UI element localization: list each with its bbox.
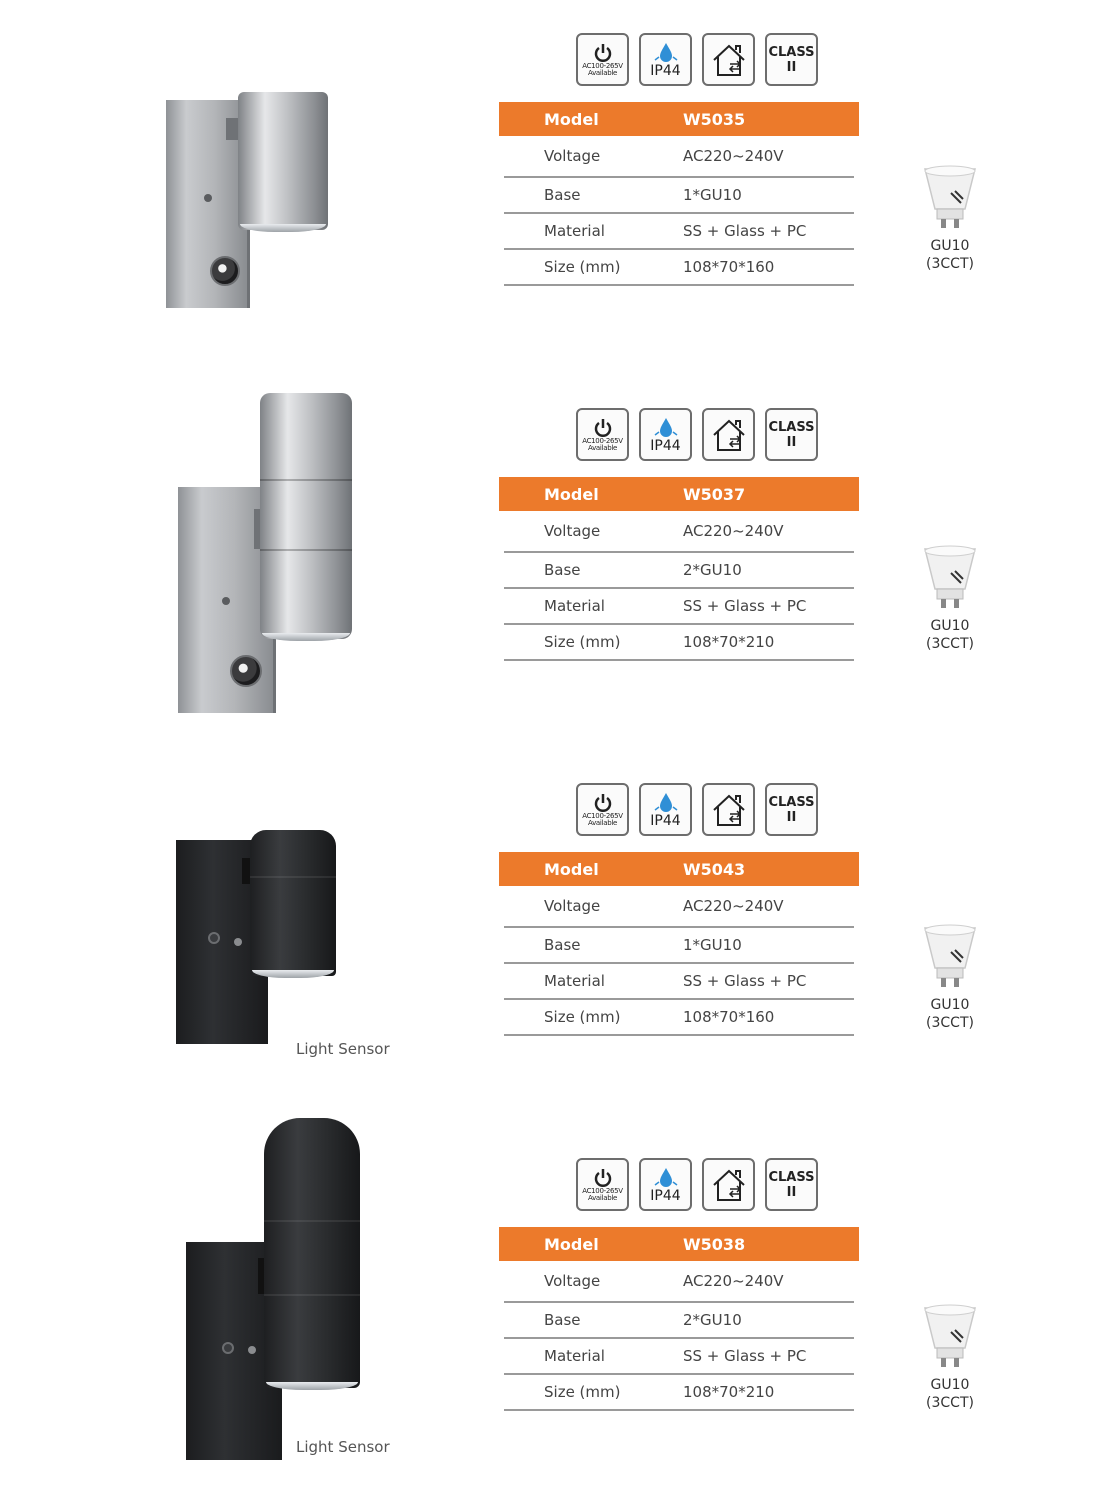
feature-icons [576, 1158, 818, 1211]
spec-label: Base [544, 1311, 581, 1329]
bulb-cct: (3CCT) [926, 1015, 974, 1031]
spec-table [499, 1227, 859, 1411]
spec-value: 108*70*210 [683, 1383, 775, 1401]
spec-row-size [504, 250, 854, 286]
lamp-image [178, 393, 358, 715]
model-label: Model [544, 484, 599, 504]
spec-row-material [504, 589, 854, 625]
spec-header [499, 1227, 859, 1261]
spec-header [499, 102, 859, 136]
water-drop-icon [653, 42, 679, 64]
spec-value: SS + Glass + PC [683, 597, 807, 615]
voltage-range: AC100-265V [582, 436, 623, 445]
tube-band [250, 876, 336, 878]
spec-row-voltage [504, 136, 854, 178]
lamp-tube [238, 92, 328, 230]
sensor-label: Light Sensor [296, 1040, 390, 1058]
ip-badge [639, 408, 692, 461]
voltage-range: AC100-265V [582, 61, 623, 70]
screw [222, 597, 230, 605]
spec-value: SS + Glass + PC [683, 972, 807, 990]
voltage-available: Available [588, 68, 617, 77]
spec-label: Material [544, 1347, 605, 1365]
bulb [920, 924, 980, 1032]
spec-row-base [504, 928, 854, 964]
spec-value: 108*70*160 [683, 258, 775, 276]
spec-label: Voltage [544, 897, 601, 915]
water-drop-icon [653, 1167, 679, 1189]
spec-label: Voltage [544, 147, 601, 165]
lamp-tube [264, 1118, 360, 1388]
bulb [920, 545, 980, 653]
spec-value: 2*GU10 [683, 561, 742, 579]
spec-row-base [504, 178, 854, 214]
bulb [920, 1304, 980, 1412]
class-value: II [786, 434, 797, 450]
class-value: II [786, 809, 797, 825]
product-w5043 [0, 750, 1120, 1123]
spec-table [499, 852, 859, 1036]
tube-band [260, 549, 352, 551]
spec-label: Base [544, 186, 581, 204]
indoor-badge [702, 783, 755, 836]
sensor-label: Light Sensor [296, 1438, 390, 1456]
class-value: II [786, 1184, 797, 1200]
model-label: Model [544, 109, 599, 129]
model-value: W5037 [683, 484, 746, 504]
lamp-image [166, 88, 336, 310]
spec-table [499, 102, 859, 286]
ip-rating: IP44 [650, 62, 681, 79]
water-drop-icon [653, 417, 679, 439]
ip-rating: IP44 [650, 1187, 681, 1204]
spec-label: Size (mm) [544, 1008, 621, 1026]
class-ii-icon [768, 795, 814, 825]
bulb-type: GU10 [930, 997, 970, 1013]
spec-label: Size (mm) [544, 1383, 621, 1401]
house-icon [710, 792, 748, 828]
spec-label: Material [544, 972, 605, 990]
bulb-cct: (3CCT) [926, 256, 974, 272]
spec-value: 2*GU10 [683, 1311, 742, 1329]
spec-row-size [504, 625, 854, 661]
bulb [920, 165, 980, 273]
spec-label: Material [544, 222, 605, 240]
feature-icons [576, 783, 818, 836]
motion-sensor-icon [230, 655, 262, 687]
bulb-cct: (3CCT) [926, 1395, 974, 1411]
motion-sensor-icon [210, 256, 240, 286]
ip-badge [639, 33, 692, 86]
tube-band [264, 1294, 360, 1296]
ip-badge [639, 783, 692, 836]
voltage-range: AC100-265V [582, 811, 623, 820]
product-w5038 [0, 1118, 1120, 1491]
tube-band [260, 479, 352, 481]
spec-value: AC220~240V [683, 897, 784, 915]
voltage-badge [576, 33, 629, 86]
lamp-tube [250, 830, 336, 976]
indoor-badge [702, 1158, 755, 1211]
class-badge [765, 33, 818, 86]
ip-rating: IP44 [650, 812, 681, 829]
spec-row-base [504, 553, 854, 589]
class-badge [765, 1158, 818, 1211]
bulb-type: GU10 [930, 238, 970, 254]
spec-row-voltage [504, 511, 854, 553]
house-icon [710, 42, 748, 78]
house-icon [710, 417, 748, 453]
spec-header [499, 477, 859, 511]
gu10-bulb-icon [921, 1304, 979, 1374]
water-drop-icon [653, 792, 679, 814]
class-label: CLASS [768, 1169, 815, 1185]
screw [204, 194, 212, 202]
spec-row-voltage [504, 886, 854, 928]
spec-row-size [504, 1375, 854, 1411]
ip-rating: IP44 [650, 437, 681, 454]
tube-band [264, 1220, 360, 1222]
gu10-bulb-icon [921, 165, 979, 235]
spec-value: SS + Glass + PC [683, 222, 807, 240]
lamp-lens [240, 224, 326, 232]
screw [248, 1346, 256, 1354]
spec-row-voltage [504, 1261, 854, 1303]
indoor-badge [702, 408, 755, 461]
feature-icons [576, 33, 818, 86]
spec-value: AC220~240V [683, 1272, 784, 1290]
spec-row-material [504, 964, 854, 1000]
voltage-available: Available [588, 818, 617, 827]
bulb-type: GU10 [930, 1377, 970, 1393]
class-badge [765, 408, 818, 461]
bulb-type: GU10 [930, 618, 970, 634]
spec-row-material [504, 214, 854, 250]
voltage-range: AC100-265V [582, 1186, 623, 1195]
voltage-badge [576, 1158, 629, 1211]
spec-value: 108*70*210 [683, 633, 775, 651]
lamp-tube [260, 393, 352, 639]
product-w5037 [0, 375, 1120, 748]
lamp-image [186, 1118, 366, 1463]
spec-label: Base [544, 561, 581, 579]
class-ii-icon [768, 420, 814, 450]
class-label: CLASS [768, 794, 815, 810]
spec-value: AC220~240V [683, 147, 784, 165]
model-label: Model [544, 1234, 599, 1254]
class-ii-icon [768, 45, 814, 75]
spec-label: Voltage [544, 522, 601, 540]
light-sensor-icon [222, 1342, 234, 1354]
class-badge [765, 783, 818, 836]
ip-badge [639, 1158, 692, 1211]
power-icon [593, 418, 613, 438]
screw [234, 938, 242, 946]
class-ii-icon [768, 1170, 814, 1200]
spec-label: Size (mm) [544, 633, 621, 651]
spec-value: AC220~240V [683, 522, 784, 540]
feature-icons [576, 408, 818, 461]
power-icon [593, 1168, 613, 1188]
model-value: W5035 [683, 109, 746, 129]
class-label: CLASS [768, 419, 815, 435]
light-sensor-icon [208, 932, 220, 944]
gu10-bulb-icon [921, 545, 979, 615]
spec-value: SS + Glass + PC [683, 1347, 807, 1365]
spec-header [499, 852, 859, 886]
voltage-available: Available [588, 1193, 617, 1202]
class-value: II [786, 59, 797, 75]
spec-value: 108*70*160 [683, 1008, 775, 1026]
spec-row-base [504, 1303, 854, 1339]
bulb-cct: (3CCT) [926, 636, 974, 652]
power-icon [593, 43, 613, 63]
model-label: Model [544, 859, 599, 879]
model-value: W5038 [683, 1234, 746, 1254]
gu10-bulb-icon [921, 924, 979, 994]
spec-table [499, 477, 859, 661]
product-w5035 [0, 0, 1120, 373]
power-icon [593, 793, 613, 813]
indoor-badge [702, 33, 755, 86]
house-icon [710, 1167, 748, 1203]
lamp-image [176, 828, 346, 1048]
spec-value: 1*GU10 [683, 936, 742, 954]
spec-label: Voltage [544, 1272, 601, 1290]
voltage-badge [576, 408, 629, 461]
spec-row-size [504, 1000, 854, 1036]
spec-label: Base [544, 936, 581, 954]
spec-label: Size (mm) [544, 258, 621, 276]
voltage-badge [576, 783, 629, 836]
spec-value: 1*GU10 [683, 186, 742, 204]
voltage-available: Available [588, 443, 617, 452]
spec-label: Material [544, 597, 605, 615]
spec-row-material [504, 1339, 854, 1375]
class-label: CLASS [768, 44, 815, 60]
model-value: W5043 [683, 859, 746, 879]
